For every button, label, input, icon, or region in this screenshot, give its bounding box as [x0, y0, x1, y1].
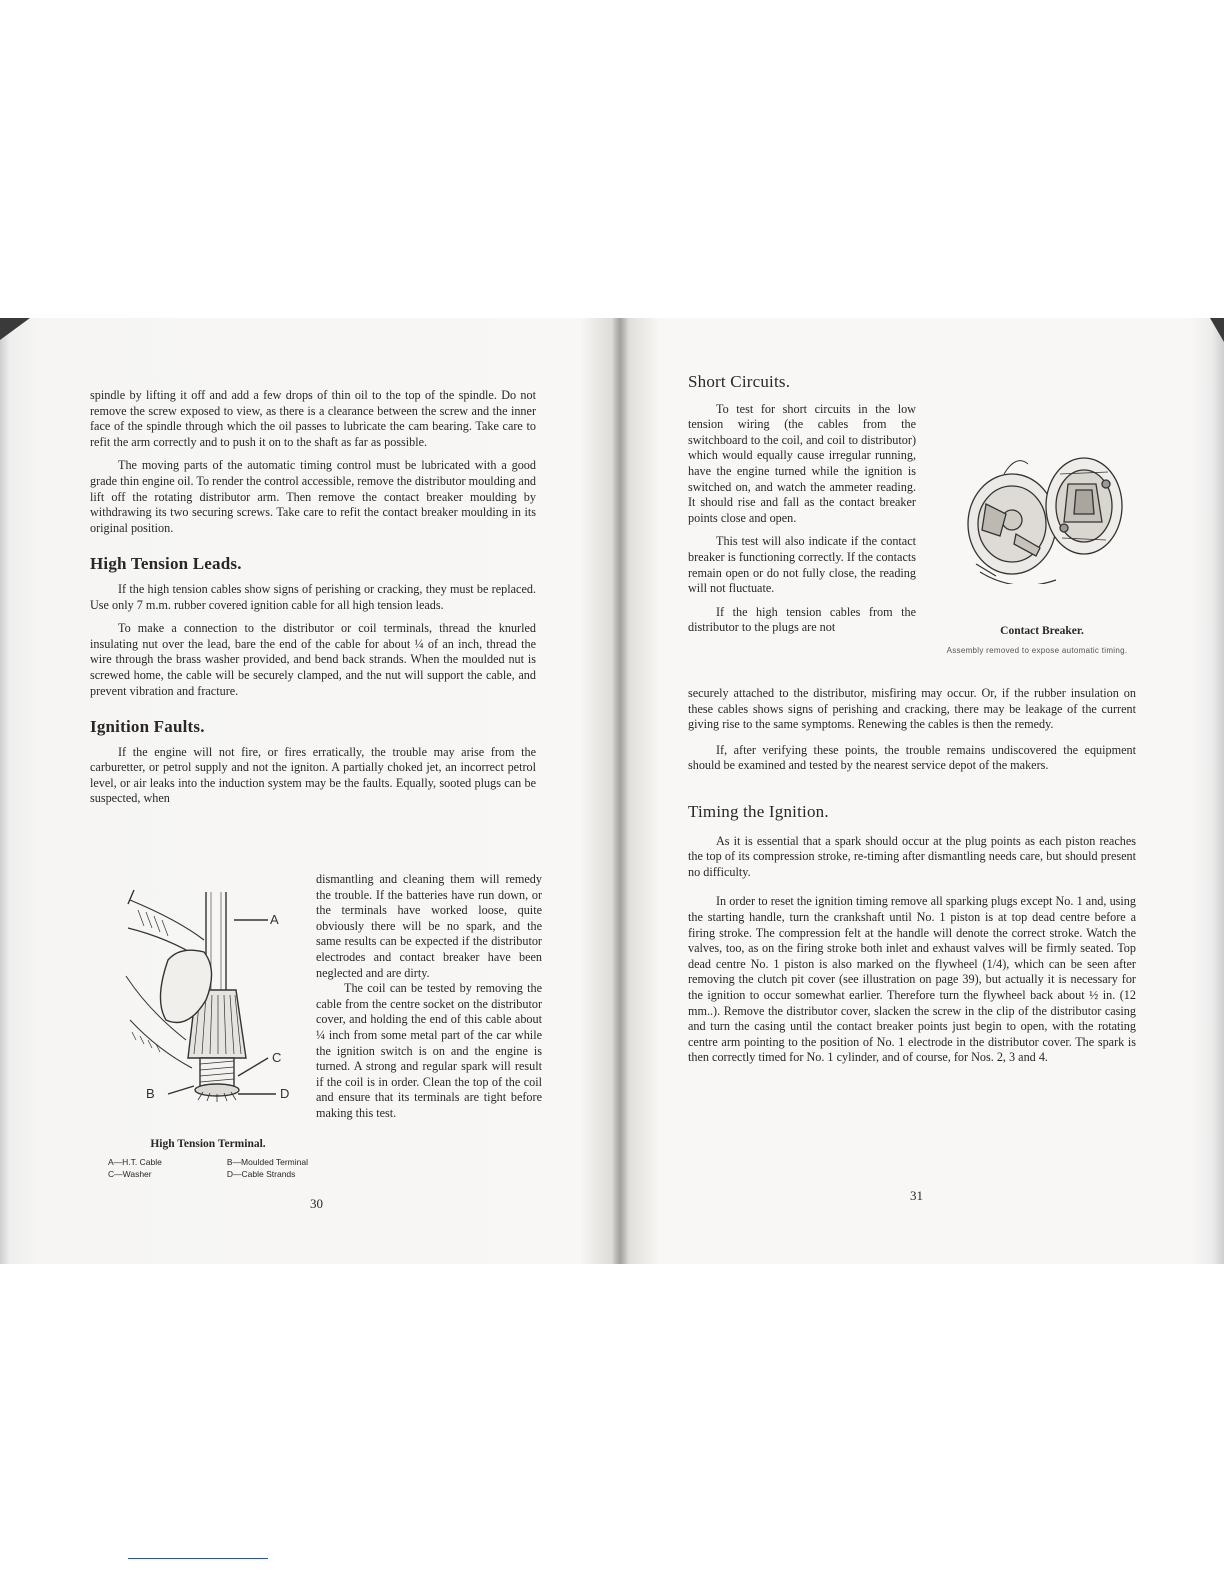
legend-a: A—H.T. Cable: [108, 1157, 162, 1167]
contact-breaker-illustration: [956, 444, 1128, 584]
label-d: D: [280, 1086, 290, 1101]
legend-c: C—Washer: [108, 1169, 152, 1179]
contact-breaker-caption: Contact Breaker.: [1000, 625, 1084, 637]
right-page-top-column: [688, 370, 916, 636]
label-b: B: [146, 1086, 155, 1101]
left-paragraph-5a: If the engine will not fire, or fires erratically, the trouble may arise from the carburetter, or petrol supply and not the igniton. A partially choked jet, an incorrect petrol level, or air leaks into the induction system may be the faults. Equally, sooted plugs can be suspected, when: [90, 744, 536, 806]
legend-d: D—Cable Strands: [226, 1169, 296, 1179]
label-c: C: [272, 1050, 282, 1065]
right-paragraph-3a: If the high tension cables from the distributor to the plugs are not: [688, 604, 916, 635]
contact-breaker-sub-caption: Assembly removed to expose automatic timing.: [946, 646, 1128, 655]
high-tension-caption-title: High Tension Terminal.: [150, 1138, 266, 1150]
right-page-full-column: [688, 686, 1136, 1074]
right-paragraph-2: This test will also indicate if the contact breaker is functioning correctly. If the contacts remain open or do not fully close, the reading will not fluctuate.: [688, 534, 916, 596]
right-paragraph-3b: securely attached to the distributor, misfiring may occur. Or, if the rubber insulation on these cables shows signs of perishing and cracking, there may be leakage of the current giving rise to the same symptoms. Renewing the cables is then the remedy.: [688, 686, 1136, 732]
heading-high-tension-leads: High Tension Leads.: [90, 554, 242, 574]
high-tension-terminal-illustration: [108, 880, 306, 1102]
right-paragraph-5: As it is essential that a spark should occur at the plug points as each piston reaches the top of its compression stroke, re-timing after dismantling needs care, but should present no difficulty.: [688, 833, 1136, 879]
left-paragraph-1: spindle by lifting it off and add a few drops of thin oil to the top of the spindle. Do not remove the screw exposed to view, as there is a clearance between the screw and the inner face of the spindle through which the oil passes to lubricate the cam bearing. Take care to refit the arm correctly and to push it on to the shaft as far as possible.: [90, 388, 536, 449]
left-paragraph-3: If the high tension cables show signs of perishing or cracking, they must be replaced. Use only 7 m.m. rubber covered ignition cable for all high tension leads.: [90, 581, 536, 612]
right-paragraph-4: If, after verifying these points, the trouble remains undiscovered the equipment should be examined and tested by the nearest service depot of the makers.: [688, 742, 1136, 773]
high-tension-caption: [108, 1138, 308, 1180]
left-paragraph-5b: dismantling and cleaning them will remedy the trouble. If the batteries have run down, or the terminals have worked loose, quite obviously there will be no spark, and the same results can be expected if the distributor electrodes and contact breaker have been neglected and are dirty.: [316, 872, 542, 980]
heading-timing-the-ignition: Timing the Ignition.: [688, 801, 829, 821]
page-corner-left: [0, 318, 30, 340]
left-page: [90, 388, 536, 807]
page-number-left: 30: [310, 1196, 323, 1211]
right-paragraph-6: In order to reset the ignition timing remove all sparking plugs except No. 1 and, using the starting handle, turn the crankshaft until No. 1 piston is at top dead centre before a firing stroke. The compression felt at the handle will denote the correct stroke. Watch the valves, too, as on the firing stroke both inlet and exhaust valves will be firmly seated. Top dead centre No. 1 piston is also marked on the flywheel (1/4), which can be seen after removing the clutch pit cover (see illustration on page 39), but actually it is necessary for the ignition to occur somewhat earlier. Therefore turn the flywheel back about ½ in. (12 mm..). Remove the distributor cover, slacken the screw in the clip of the distributor casing and turn the casing until the contact breaker points just begin to open, with the rotating centre arm pointing to the position of No. 1 electrode in the distributor cover. The spark is then correctly timed for No. 1 cylinder, and of course, for Nos. 2, 3 and 4.: [688, 894, 1136, 1065]
left-paragraph-2: The moving parts of the automatic timing control must be lubricated with a good grade thin engine oil. To render the control accessible, remove the distributor moulding and lift off the rotating distributor arm. Then remove the contact breaker moulding by withdrawing its two securing screws. Take care to refit the contact breaker moulding in its original position.: [90, 458, 537, 535]
heading-ignition-faults: Ignition Faults.: [90, 717, 205, 737]
left-page-column: [316, 872, 542, 1130]
page-number-right: 31: [910, 1188, 923, 1203]
right-paragraph-1: To test for short circuits in the low tension wiring (the cables from the switchboard to the coil, and coil to distributor) which would equally cause irregular running, have the engine turned while the ignition is switched on, and watch the ammeter reading. It should rise and fall as the contact breaker points close and open.: [688, 401, 916, 525]
left-paragraph-4: To make a connection to the distributor or coil terminals, thread the knurled insulating nut over the lead, bare the end of the cable for about ¼ of an inch, thread the wire through the brass washer provided, and bend back strands. When the moulded nut is screwed home, the cable will be securely clamped, and the nut will support the cable, and prevent vibration and fracture.: [90, 621, 536, 698]
hyperlink-underline: [128, 1558, 268, 1559]
high-tension-terminal-figure: [108, 880, 306, 1130]
contact-breaker-figure: [956, 444, 1128, 637]
heading-short-circuits: Short Circuits.: [688, 372, 791, 391]
page-corner-right: [1210, 318, 1224, 342]
legend-b: B—Moulded Terminal: [226, 1157, 308, 1167]
label-a: A: [270, 912, 279, 927]
book-spine: [612, 318, 628, 1264]
left-paragraph-6: The coil can be tested by removing the cable from the centre socket on the distributor cover, and holding the end of this cable about ¼ inch from some metal part of the car while the ignition switch is on and the engine is turned. A strong and regular spark will result if the coil is in order. Clean the top of the coil and ensure that its terminals are tight before making this test.: [316, 981, 542, 1120]
